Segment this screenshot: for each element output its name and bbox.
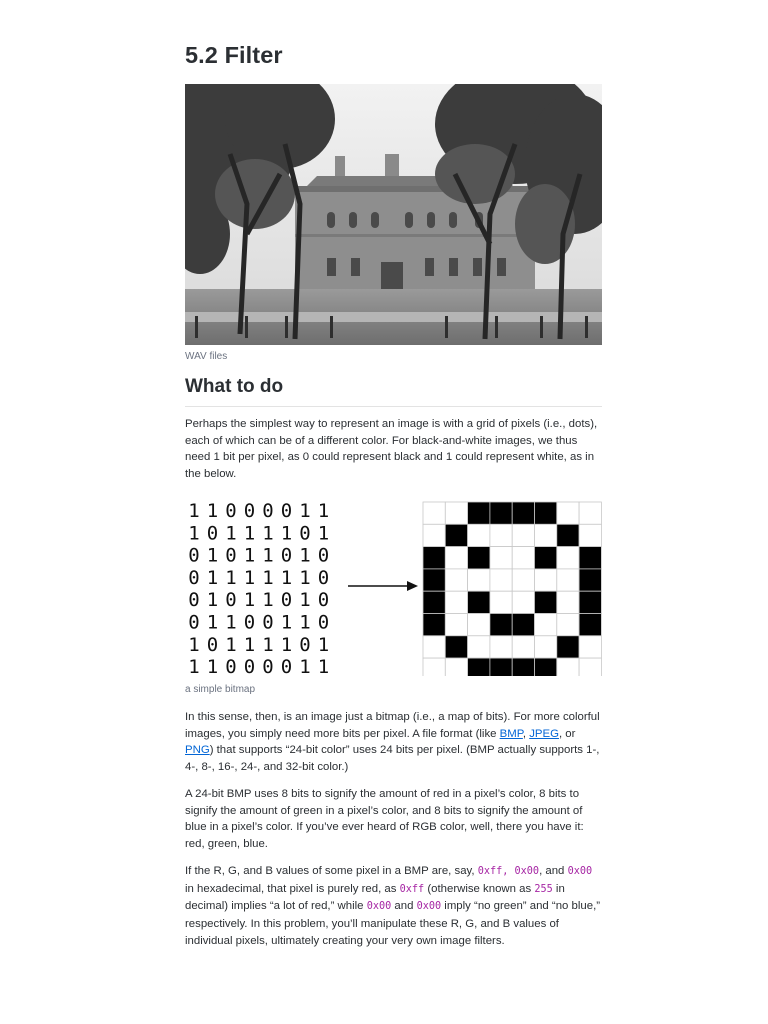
bitmap-pixel (579, 636, 601, 658)
bitmap-pixel (535, 658, 557, 676)
bitmap-pixel (490, 502, 512, 524)
bitmap-pixel (557, 614, 579, 636)
bitmap-digit: 0 (317, 611, 330, 634)
text-segment: , or (558, 727, 576, 740)
bitmap-digit: 1 (299, 611, 311, 634)
code-hex: 0xff (399, 883, 425, 895)
bitmap-pixel (512, 569, 534, 591)
bitmap-pixel (535, 547, 557, 569)
bitmap-digit: 0 (225, 589, 237, 612)
text-segment: , and (539, 865, 568, 877)
bitmap-digit: 0 (188, 589, 200, 612)
bitmap-digit: 1 (206, 611, 219, 634)
bitmap-pixel (512, 502, 534, 524)
bitmap-pixel (445, 547, 467, 569)
bitmap-digit: 1 (188, 633, 200, 656)
bitmap-pixel (423, 524, 445, 546)
bitmap-figure (185, 496, 602, 676)
paragraph-color-formats (185, 709, 602, 776)
bitmap-pixel (512, 636, 534, 658)
code-hex: 0x00 (567, 866, 593, 877)
bitmap-digit: 0 (280, 500, 293, 522)
bitmap-pixel (535, 591, 557, 613)
bitmap-digit: 1 (262, 566, 274, 589)
bitmap-digit: 1 (262, 544, 274, 567)
code-hex: 0x00 (416, 901, 442, 913)
bitmap-pixel (512, 658, 534, 676)
bitmap-pixel (535, 569, 557, 591)
bitmap-digit: 1 (280, 611, 293, 634)
bitmap-pixel (490, 658, 512, 676)
text-segment: If the R, G, and B values of some pixel in a BMP are, say, (185, 865, 478, 877)
bitmap-digit: 0 (317, 544, 330, 567)
bitmap-pixel (490, 636, 512, 658)
bitmap-digit: 1 (206, 656, 219, 676)
bitmap-digit: 0 (262, 656, 274, 676)
bitmap-digit: 1 (280, 522, 293, 545)
bitmap-digit: 0 (280, 656, 293, 676)
bitmap-digit: 1 (317, 522, 330, 545)
bitmap-digit: 0 (243, 611, 256, 634)
bitmap-pixel (557, 569, 579, 591)
bitmap-digit: 1 (225, 611, 237, 634)
bitmap-digit: 1 (280, 566, 293, 589)
bitmap-pixel (490, 524, 512, 546)
bitmap-digit: 0 (280, 589, 293, 612)
bitmap-digit: 1 (243, 544, 256, 567)
bitmap-pixel (468, 591, 490, 613)
bitmap-pixel (557, 636, 579, 658)
text-segment: in decimal) implies “a lot of red,” while (185, 882, 565, 913)
bitmap-digit: 0 (225, 656, 237, 676)
bitmap-digit: 0 (225, 544, 237, 567)
bitmap-pixel (579, 658, 601, 676)
bitmap-pixel (445, 591, 467, 613)
link-bmp[interactable]: BMP (499, 727, 523, 740)
bitmap-pixel (423, 591, 445, 613)
harvard-hall-photo (185, 84, 602, 345)
bitmap-digit: 1 (188, 500, 200, 522)
bitmap-pixel (423, 569, 445, 591)
bitmap-digit: 1 (262, 633, 274, 656)
bitmap-pixel (579, 569, 601, 591)
text-segment: imply “no green” and “no blue,” respectively. In this problem, you’ll manipulate these R, G, and B values of individual pixels, ultimately creating your very own image filters. (185, 900, 601, 947)
bitmap-digit: 1 (206, 544, 219, 567)
bitmap-digit: 1 (206, 589, 219, 612)
bitmap-digit: 0 (262, 500, 274, 522)
code-hex: 0xff, 0x00 (477, 866, 540, 877)
bitmap-digit: 1 (243, 566, 256, 589)
bitmap-pixel (468, 636, 490, 658)
bitmap-digit: 1 (206, 566, 219, 589)
paragraph-intro: Perhaps the simplest way to represent an image is with a grid of pixels (i.e., dots), each of which can be of a different color. For black-and-white images, we thus need 1 bit per pixel, as 0 could represent black and 1 could represent white, as in the below. (185, 418, 598, 481)
text-segment: In this sense, then, is an image just a bitmap (i.e., a map of bits). For more colorful images, you simply need more bits per pixel. A file format (like (185, 711, 600, 740)
bitmap-caption: a simple bitmap (185, 684, 256, 695)
bitmap-digit: 1 (299, 566, 311, 589)
bitmap-digit: 1 (317, 656, 330, 676)
photo-caption: WAV files (185, 351, 228, 362)
bitmap-pixel (468, 502, 490, 524)
bitmap-pixel (535, 524, 557, 546)
text-segment: ) that supports “24-bit color” uses 24 bits per pixel. (BMP actually supports 1-, 4-, 8-, 16-, 24-, and 32-bit color.) (185, 744, 600, 774)
bitmap-digit: 1 (299, 589, 311, 612)
bitmap-pixel (423, 614, 445, 636)
bitmap-digit: 1 (243, 589, 256, 612)
bitmap-digit: 0 (262, 611, 274, 634)
bitmap-pixel (579, 547, 601, 569)
bitmap-digit: 1 (225, 633, 237, 656)
bitmap-pixel (423, 502, 445, 524)
bitmap-digit: 0 (225, 500, 237, 522)
bitmap-pixel (468, 569, 490, 591)
bitmap-digit: 1 (299, 544, 311, 567)
bitmap-digit: 0 (243, 500, 256, 522)
link-jpeg[interactable]: JPEG (529, 727, 559, 740)
bitmap-digit: 1 (243, 633, 256, 656)
bitmap-digit: 0 (188, 611, 200, 634)
bitmap-digit: 0 (280, 544, 293, 567)
bitmap-digit: 1 (299, 500, 311, 522)
bitmap-pixel (557, 502, 579, 524)
bitmap-pixel (445, 502, 467, 524)
arrow-head (407, 581, 418, 591)
bitmap-pixel (512, 524, 534, 546)
bitmap-pixel (423, 658, 445, 676)
paragraph-24bit-bmp: A 24-bit BMP uses 8 bits to signify the amount of red in a pixel’s color, 8 bits to signify the amount of green in a pixel’s color, and 8 bits to signify the amount of blue in a pixel’s color. If you’ve ever heard of RGB color, well, there you have it: red, green, blue. (185, 788, 584, 851)
bitmap-pixel (468, 614, 490, 636)
bitmap-pixel (490, 569, 512, 591)
bitmap-pixel (579, 591, 601, 613)
text-segment: in hexadecimal, that pixel is purely red, as (185, 882, 400, 895)
bitmap-digit: 1 (262, 589, 274, 612)
bitmap-pixel (468, 524, 490, 546)
bitmap-pixel (557, 524, 579, 546)
bitmap-pixel (445, 614, 467, 636)
bitmap-digit: 0 (243, 656, 256, 676)
bitmap-pixel (512, 547, 534, 569)
bitmap-pixel (490, 591, 512, 613)
bitmap-digit: 0 (317, 566, 330, 589)
bitmap-digit: 1 (299, 656, 311, 676)
bitmap-pixel (535, 636, 557, 658)
bitmap-pixel (445, 524, 467, 546)
bitmap-digit: 0 (206, 522, 219, 545)
bitmap-pixel (535, 502, 557, 524)
bitmap-pixel (512, 591, 534, 613)
bitmap-digit: 1 (317, 633, 330, 656)
bitmap-pixel (579, 614, 601, 636)
text-segment: (otherwise known as (424, 882, 535, 895)
bitmap-digit: 1 (317, 500, 330, 522)
bitmap-pixel (445, 636, 467, 658)
bitmap-pixel (557, 547, 579, 569)
bitmap-pixel (445, 569, 467, 591)
bitmap-pixel (535, 614, 557, 636)
bitmap-pixel (557, 658, 579, 676)
bitmap-digit: 1 (206, 500, 219, 522)
bitmap-digit: 1 (243, 522, 256, 545)
bitmap-pixel (490, 614, 512, 636)
bitmap-digit: 1 (188, 522, 200, 545)
bitmap-pixel (468, 547, 490, 569)
paragraph-rgb-values (185, 863, 602, 950)
text-segment: , (522, 727, 530, 740)
bitmap-digit: 0 (188, 544, 200, 567)
bitmap-digit: 1 (225, 522, 237, 545)
bitmap-digit: 1 (280, 633, 293, 656)
text-segment: and (391, 900, 417, 913)
section-heading: What to do (185, 376, 284, 397)
bitmap-digit: 1 (262, 522, 274, 545)
code-decimal: 255 (534, 883, 553, 895)
page-title: 5.2 Filter (185, 42, 283, 68)
bitmap-pixel (557, 591, 579, 613)
bitmap-pixel (468, 658, 490, 676)
bitmap-digit: 0 (206, 633, 219, 656)
bitmap-digit: 1 (225, 566, 237, 589)
bitmap-pixel (445, 658, 467, 676)
bitmap-digit: 0 (188, 566, 200, 589)
bitmap-digit: 0 (299, 633, 311, 656)
heading-divider (185, 406, 602, 407)
bitmap-pixel (490, 547, 512, 569)
bitmap-digit: 0 (317, 589, 330, 612)
link-png[interactable]: PNG (185, 744, 210, 757)
bitmap-pixel (579, 524, 601, 546)
bitmap-digit: 0 (299, 522, 311, 545)
bitmap-pixel (423, 636, 445, 658)
bitmap-pixel (579, 502, 601, 524)
bitmap-pixel (423, 547, 445, 569)
bitmap-pixel (512, 614, 534, 636)
code-hex: 0x00 (366, 901, 392, 913)
bitmap-digit: 1 (188, 656, 200, 676)
